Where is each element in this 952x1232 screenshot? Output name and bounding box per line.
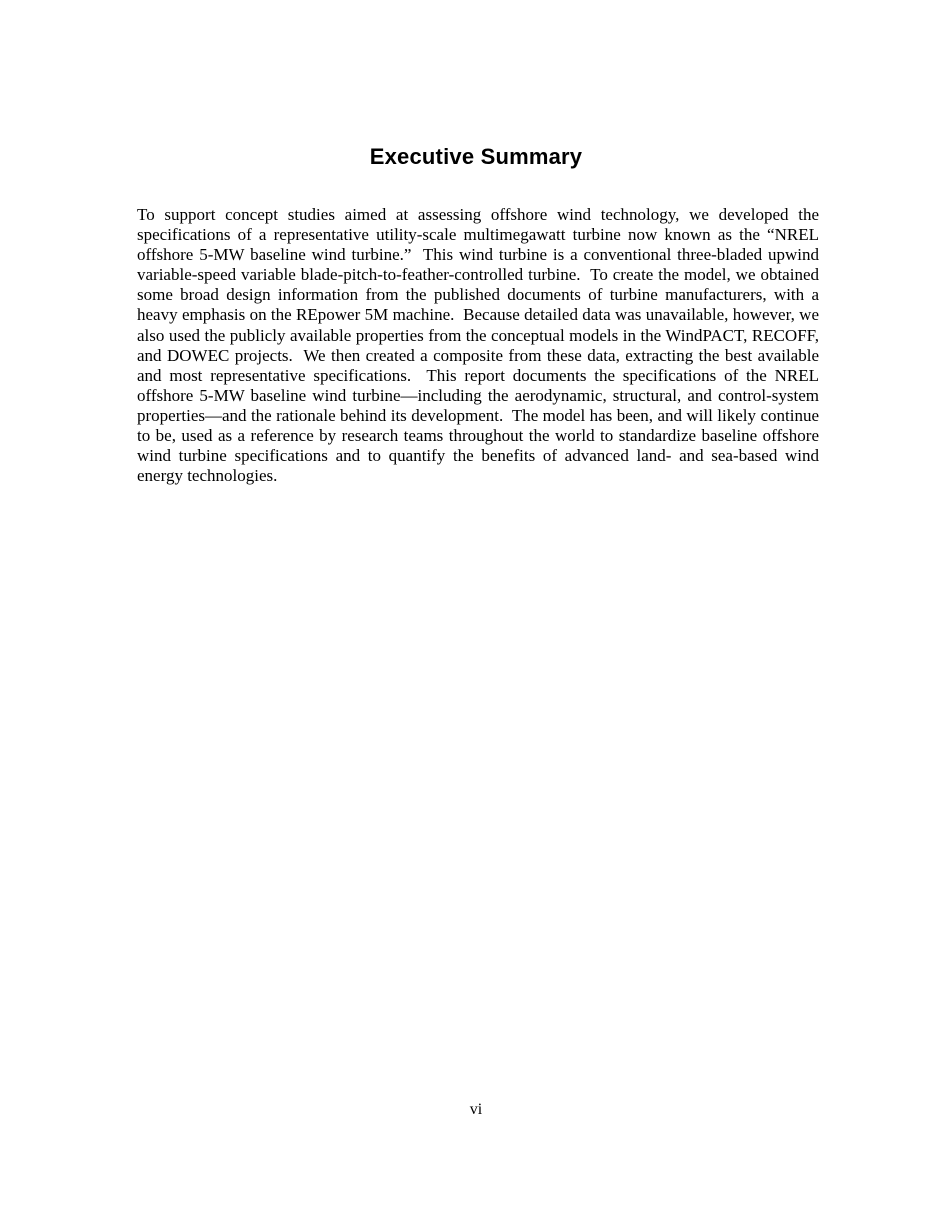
executive-summary-paragraph: To support concept studies aimed at assessing offshore wind technology, we developed the specifications of a representative utility-scale multimegawatt turbine now known as the “NREL offshore 5-MW baseline wind turbine.” This wind turbine is a conventional three-bladed upwind variable-speed variable blade-pitch-to-feather-controlled turbine. To create the model, we obtained some broad design information from the published documents of turbine manufacturers, with a heavy emphasis on the REpower 5M machine. Because detailed data was unavailable, however, we also used the publicly available properties from the conceptual models in the WindPACT, RECOFF, and DOWEC projects. We then created a composite from these data, extracting the best available and most representative specifications. This report documents the specifications of the NREL offshore 5-MW baseline wind turbine—including the aerodynamic, structural, and control-system properties—and the rationale behind its development. The model has been, and will likely continue to be, used as a reference by research teams throughout the world to standardize baseline offshore wind turbine specifications and to quantify the benefits of advanced land- and sea-based wind energy technologies.: [137, 205, 824, 486]
page-number: vi: [469, 1101, 483, 1118]
section-heading: Executive Summary: [369, 144, 583, 169]
